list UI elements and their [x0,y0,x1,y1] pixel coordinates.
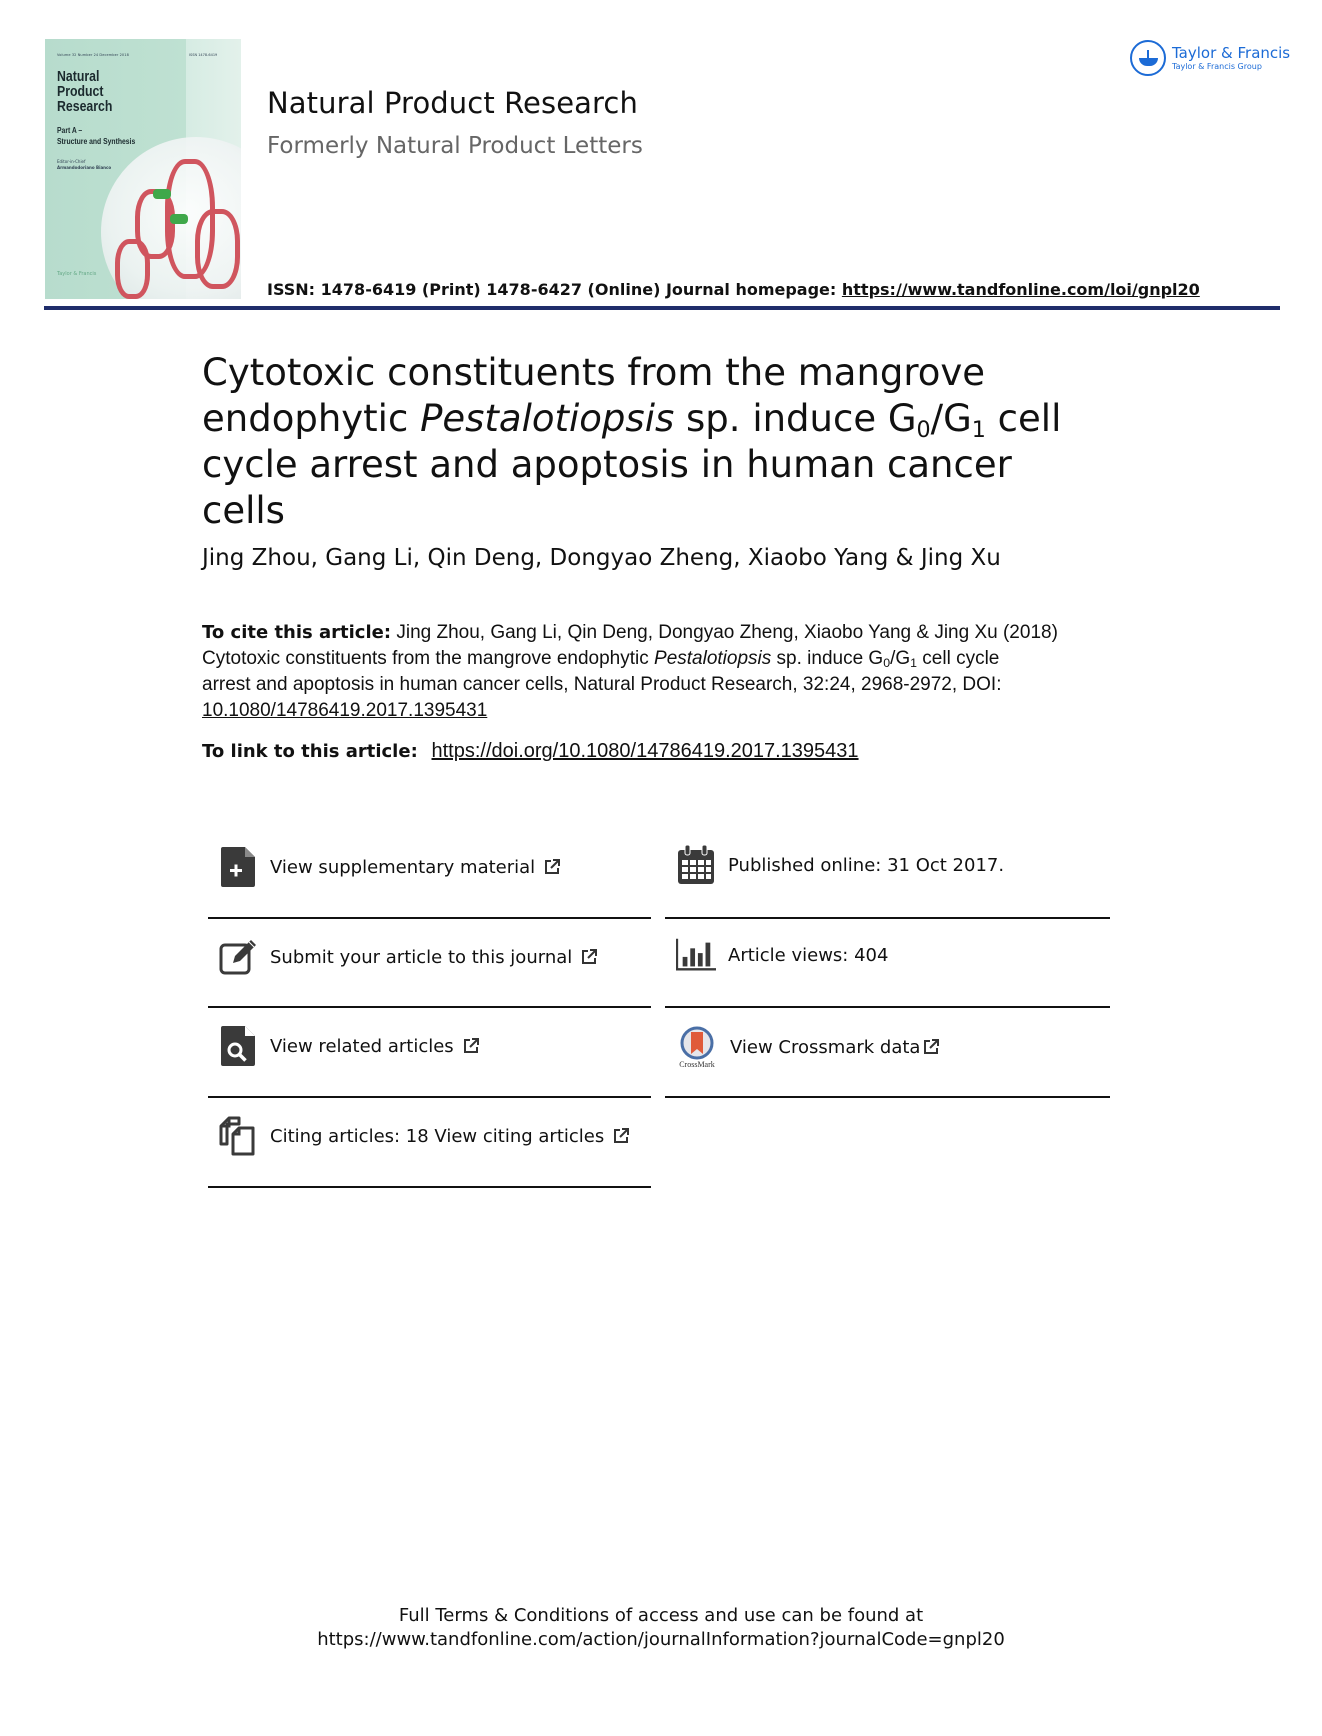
external-link-icon [462,1037,480,1055]
journal-title: Natural Product Research [267,86,638,120]
cover-ligand [153,189,171,199]
copy-documents-icon [218,1116,258,1156]
article-authors: Jing Zhou, Gang Li, Qin Deng, Dongyao Zheng, Xiaobo Yang & Jing Xu [202,545,1001,571]
article-views-info: Article views: 404 [676,910,888,1000]
cover-ribbon [115,239,150,299]
citing-articles-link[interactable]: Citing articles: 18 View citing articles [218,1091,630,1181]
cover-part: Part A – Structure and Synthesis [57,126,136,146]
citation-block: To cite this article: Jing Zhou, Gang Li, Qin Deng, Dongyao Zheng, Xiaobo Yang & Jing Xu (2018) Cytotoxic constituents from the mangrove endophytic Pestalotiopsis sp. induce $G_0/G_1$ cell cycle arrest and apoptosis in human cancer cells, Natural Product Research, 32:24, 2968-2972, DOI: 10.1080/14786419.2017.1395431 [202,622,1058,721]
external-link-icon [543,858,561,876]
doi-link[interactable]: 10.1080/14786419.2017.1395431 [202,700,488,721]
terms-url[interactable]: https://www.tandfonline.com/action/journalInformation?journalCode=gnpl20 [317,1629,1005,1650]
cover-editor: Editor-in-Chief Armandodoriano Bianco [57,159,112,170]
divider [208,1186,651,1188]
cover-title: Natural Product Research [57,68,113,115]
publisher-name: Taylor & Francis [1172,43,1291,62]
view-supplementary-material-link[interactable]: View supplementary material [218,822,561,912]
calendar-icon [676,845,716,885]
journal-cover-image [45,39,241,299]
header-divider [44,306,1280,310]
lamp-logo-icon [1130,40,1166,76]
crossmark-icon: CrossMark [676,1024,718,1070]
cover-volume-line: Volume 32 Number 24 December 2018 [57,53,129,57]
file-search-icon [218,1026,258,1066]
view-crossmark-link[interactable]: CrossMark View Crossmark data [676,1002,940,1092]
file-plus-icon [218,847,258,887]
cite-label: To cite this article: [202,622,392,643]
article-doi-url[interactable]: https://doi.org/10.1080/14786419.2017.1395431 [431,740,859,762]
issn-line: ISSN: 1478-6419 (Print) 1478-6427 (Online) Journal homepage: https://www.tandfonline.com/loi/gnpl20 [267,280,1200,299]
view-related-articles-link[interactable]: View related articles [218,1001,480,1091]
article-title: Cytotoxic constituents from the mangrove endophytic Pestalotiopsis sp. induce $G_0/G_1$ cell cycle arrest and apoptosis in human cancer cells [202,351,1062,532]
edit-icon [218,937,258,977]
external-link-icon [922,1038,940,1056]
cover-issn: ISSN 1478-6419 [189,53,218,57]
cover-publisher: Taylor & Francis [57,271,97,277]
cover-ribbon [195,209,240,289]
submit-article-link[interactable]: Submit your article to this journal [218,912,598,1002]
taylor-francis-logo[interactable] [1130,40,1290,76]
terms-footer: Full Terms & Conditions of access and use can be found at https://www.tandfonline.com/action/journalInformation?journalCode=gnpl20 [0,1604,1322,1652]
bar-chart-icon [676,935,716,975]
cover-ligand [170,214,188,224]
journal-subtitle: Formerly Natural Product Letters [267,133,643,159]
divider [665,1096,1110,1098]
external-link-icon [612,1127,630,1145]
published-online-info: Published online: 31 Oct 2017. [676,820,1004,910]
publisher-group: Taylor & Francis Group [1172,61,1262,71]
article-link-line: To link to this article: https://doi.org/10.1080/14786419.2017.1395431 [202,740,859,762]
journal-homepage-link[interactable]: https://www.tandfonline.com/loi/gnpl20 [841,280,1200,299]
external-link-icon [580,948,598,966]
